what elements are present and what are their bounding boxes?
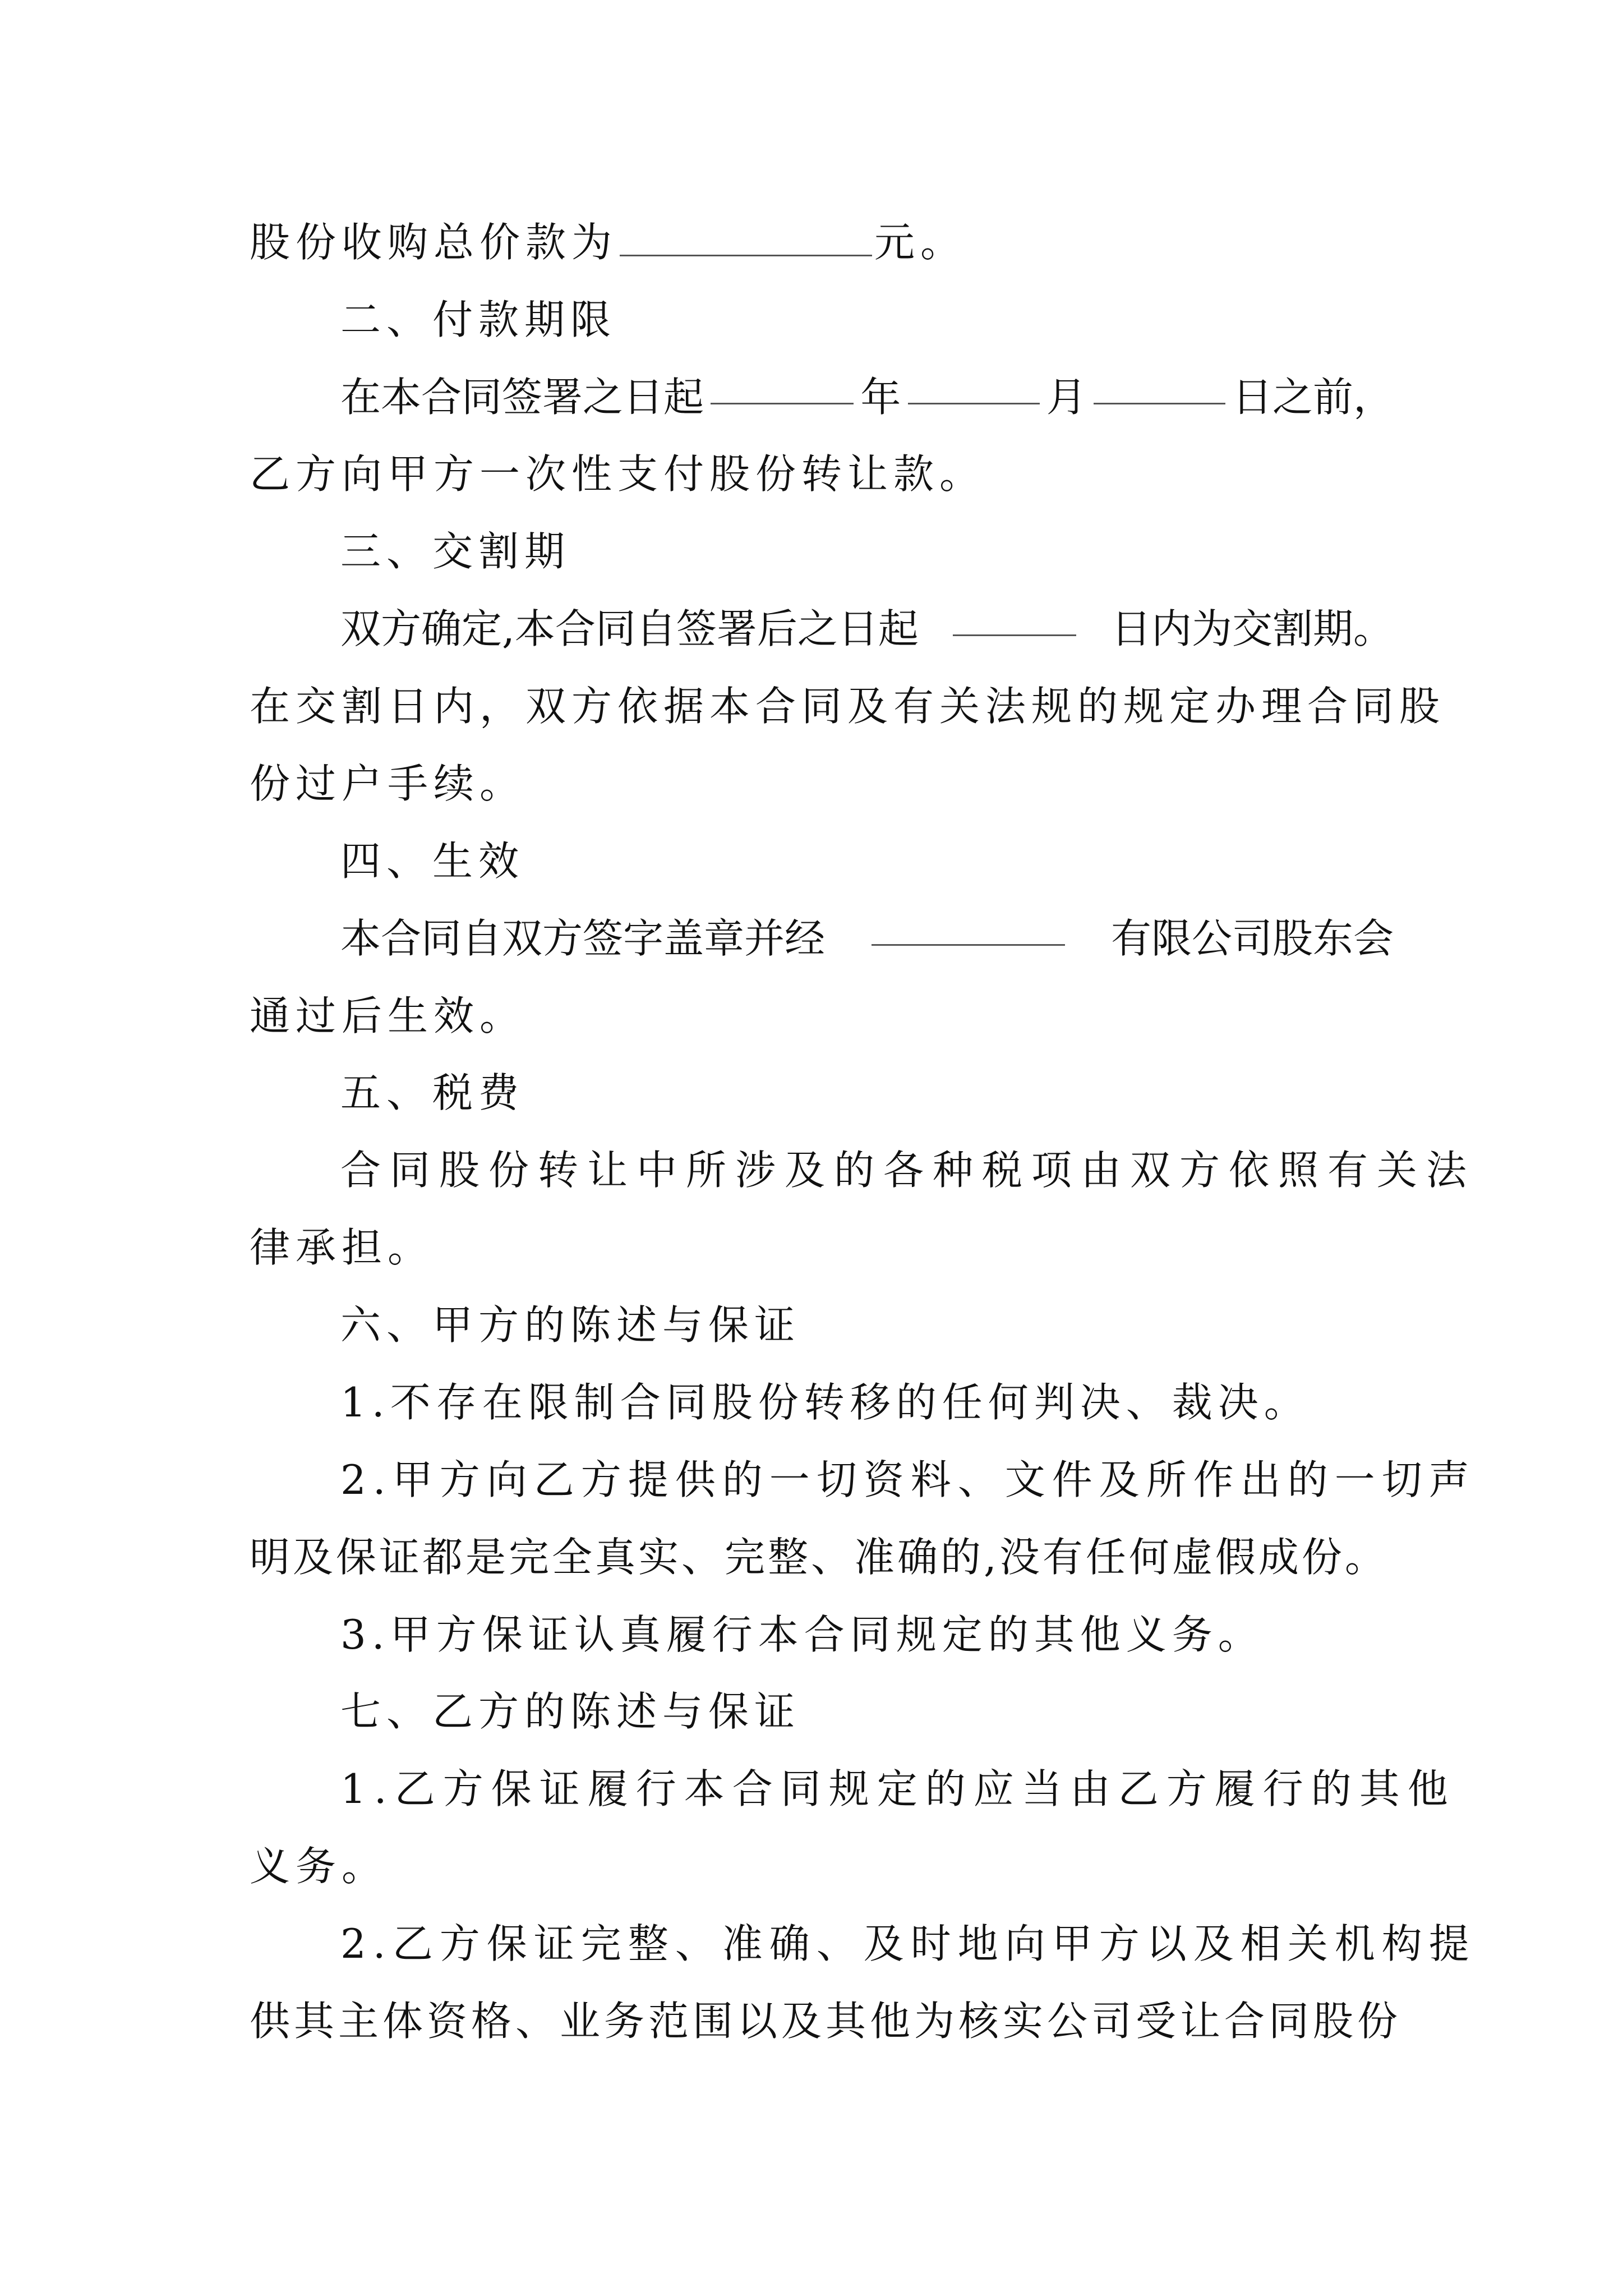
line-text: 本合同自双方签字盖章并经 [340, 915, 826, 962]
list-item: 1.乙方保证履行本合同规定的应当由乙方履行的其他 [340, 1765, 1456, 1812]
text-line [340, 369, 1394, 425]
line-text: 在本合同签署之日起 [340, 374, 704, 421]
blank-amount [620, 221, 872, 256]
section-heading: 七、乙方的陈述与保证 [340, 1688, 801, 1735]
list-item: 3.甲方保证认真履行本合同规定的其他义务。 [340, 1611, 1264, 1658]
section-heading: 四、生效 [340, 838, 525, 885]
text-line: 通过后生效。 [250, 992, 526, 1039]
text-line: 乙方向甲方一次性支付股份转让款。 [250, 450, 986, 498]
line-text: 元。 [874, 219, 967, 266]
text-line: 义务。 [250, 1843, 388, 1890]
section-heading: 五、税费 [340, 1069, 525, 1116]
blank-company [872, 910, 1065, 946]
blank-day [1094, 369, 1225, 404]
text-line: 合同股份转让中所涉及的各种税项由双方依照有关法 [340, 1147, 1476, 1194]
list-item: 2.甲方向乙方提供的一切资料、文件及所作出的一切声 [340, 1456, 1476, 1503]
list-item: 2.乙方保证完整、准确、及时地向甲方以及相关机构提 [340, 1920, 1476, 1967]
section-heading: 三、交割期 [340, 528, 571, 575]
line-text: 日之前， [1232, 374, 1394, 421]
text-line: 份过户手续。 [250, 760, 526, 807]
text-line: 在交割日内，双方依据本合同及有关法规的规定办理合同股 [250, 683, 1446, 730]
text-line [250, 214, 966, 270]
line-text: 月 [1046, 374, 1087, 421]
line-text: 日内为交割期。 [1110, 605, 1394, 652]
text-line: 律承担。 [250, 1224, 434, 1271]
line-text: 双方确定,本合同自签署后之日起 [340, 605, 919, 652]
blank-year [711, 369, 854, 404]
text-line [340, 601, 1394, 657]
blank-days [953, 601, 1076, 636]
list-item: 1.不存在限制合同股份转移的任何判决、裁决。 [340, 1379, 1310, 1426]
blank-month [908, 369, 1040, 404]
line-text: 股份收购总价款为 [250, 219, 618, 266]
text-line [340, 910, 1394, 967]
text-line: 明及保证都是完全真实、完整、准确的,没有任何虚假成份。 [250, 1534, 1388, 1581]
line-text: 有限公司股东会 [1110, 915, 1394, 962]
section-heading: 二、付款期限 [340, 296, 617, 343]
line-text: 年 [860, 374, 901, 421]
section-heading: 六、甲方的陈述与保证 [340, 1301, 801, 1349]
text-line: 供其主体资格、业务范围以及其他为核实公司受让合同股份 [250, 1998, 1402, 2045]
